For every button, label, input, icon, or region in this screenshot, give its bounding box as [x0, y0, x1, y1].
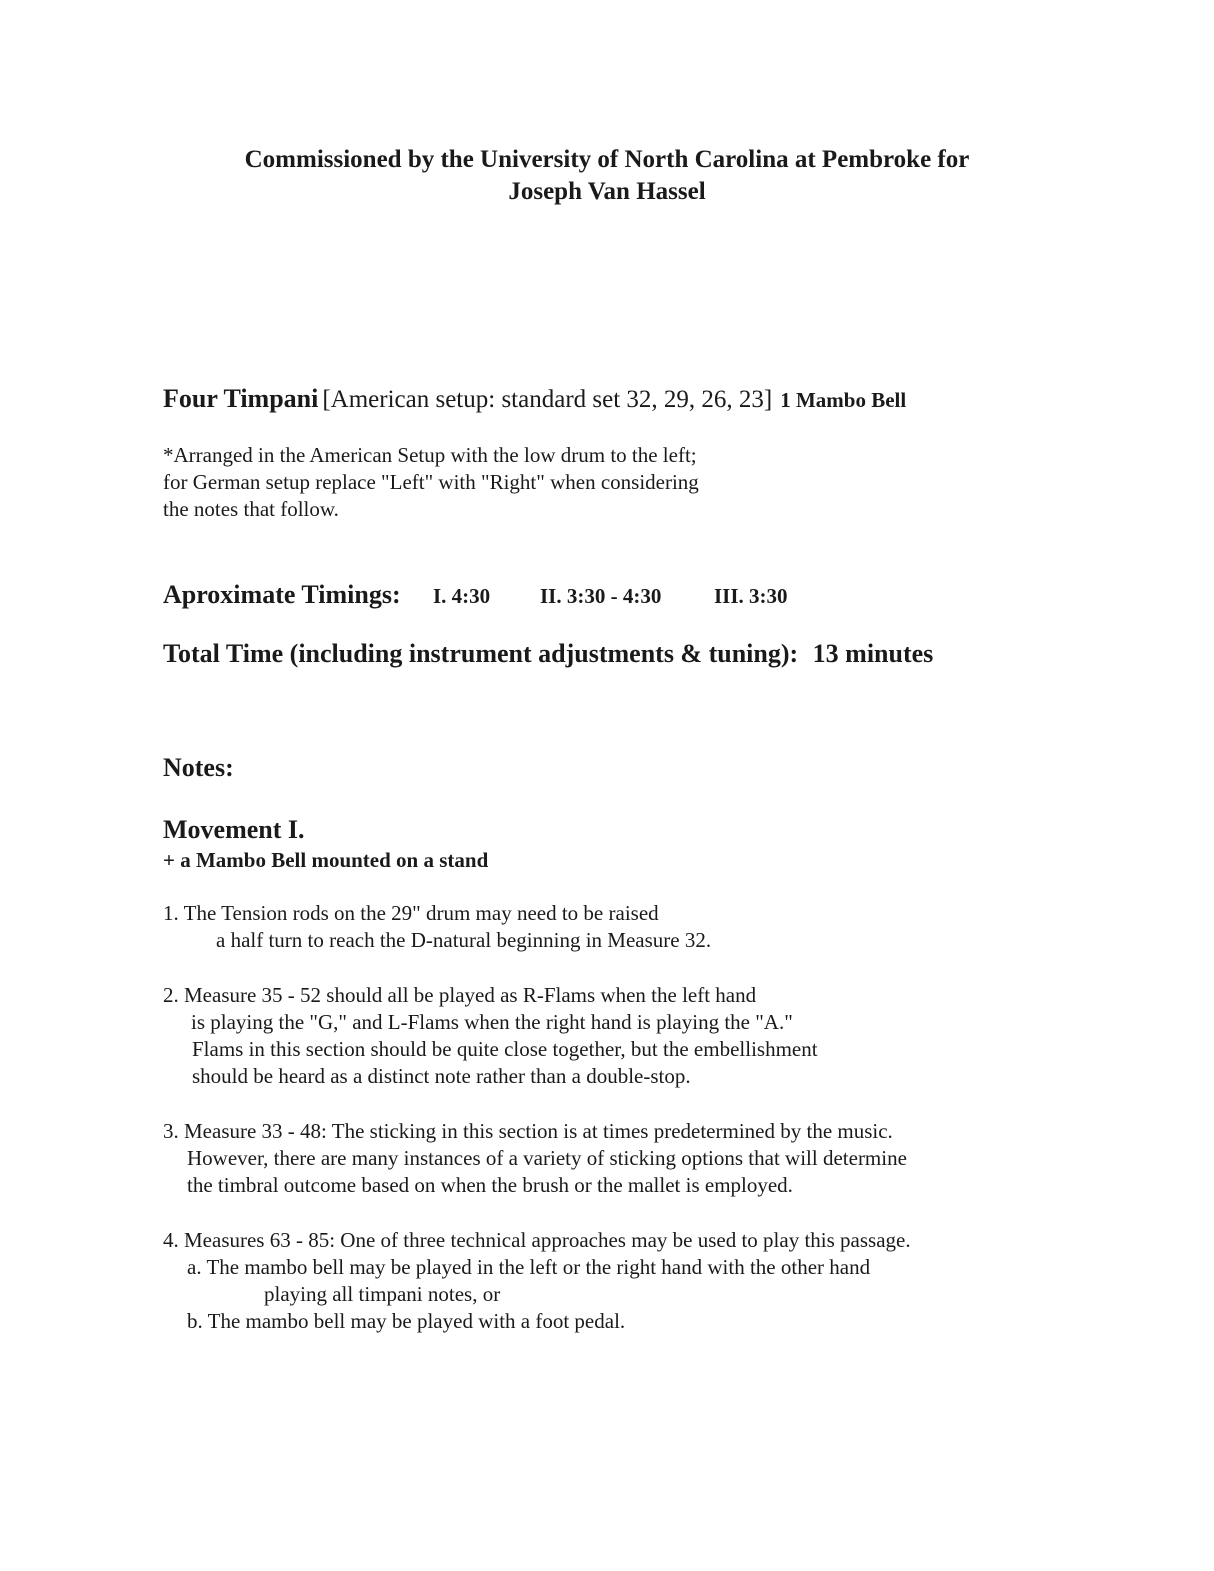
note-4a-line-1: a. The mambo bell may be played in the left or the right hand with the other hand	[187, 1255, 871, 1279]
arrangement-note-line-3: the notes that follow.	[163, 497, 339, 521]
timing-movement-2: II. 3:30 - 4:30	[540, 584, 662, 608]
instrument-label: Four Timpani	[163, 384, 319, 413]
note-4a-line-2: playing all timpani notes, or	[264, 1282, 501, 1306]
note-2-line-4: should be heard as a distinct note rather than a double-stop.	[192, 1064, 691, 1088]
timing-movement-1: I. 4:30	[433, 584, 491, 608]
arrangement-note-line-2: for German setup replace "Left" with "Right" when considering	[163, 470, 699, 494]
total-time-label: Total Time (including instrument adjustments & tuning):	[163, 639, 799, 668]
arrangement-note-line-1: *Arranged in the American Setup with the low drum to the left;	[163, 443, 697, 467]
note-2-line-2: is playing the "G," and L-Flams when the right hand is playing the "A."	[191, 1010, 793, 1034]
commission-line-2: Joseph Van Hassel	[508, 178, 706, 205]
commission-line-1: Commissioned by the University of North Carolina at Pembroke for	[244, 146, 970, 173]
note-3-line-1: 3. Measure 33 - 48: The sticking in this section is at times predetermined by the music.	[163, 1119, 893, 1143]
note-2-line-3: Flams in this section should be quite close together, but the embellishment	[192, 1037, 818, 1061]
note-2-line-1: 2. Measure 35 - 52 should all be played as R-Flams when the left hand	[163, 983, 757, 1007]
timings-label: Aproximate Timings:	[163, 580, 401, 609]
note-4b-line-1: b. The mambo bell may be played with a foot pedal.	[187, 1309, 626, 1333]
instrument-setup: [American setup: standard set 32, 29, 26, 23]	[322, 386, 773, 413]
total-time-value: 13 minutes	[812, 639, 934, 668]
instrument-extra: 1 Mambo Bell	[780, 388, 907, 412]
instrumentation-line	[163, 384, 906, 414]
timing-movement-3: III. 3:30	[714, 584, 788, 608]
notes-heading: Notes:	[163, 753, 234, 782]
movement-1-heading: Movement I.	[163, 815, 305, 844]
note-3-line-2: However, there are many instances of a variety of sticking options that will determine	[187, 1146, 907, 1170]
note-1-line-1: 1. The Tension rods on the 29" drum may need to be raised	[163, 901, 659, 925]
note-4-line-1: 4. Measures 63 - 85: One of three technical approaches may be used to play this passage.	[163, 1228, 911, 1252]
movement-1-subheading: + a Mambo Bell mounted on a stand	[163, 848, 489, 872]
total-time-line	[163, 639, 933, 669]
note-3-line-3: the timbral outcome based on when the brush or the mallet is employed.	[187, 1173, 793, 1197]
note-1-line-2: a half turn to reach the D-natural beginning in Measure 32.	[216, 928, 712, 952]
